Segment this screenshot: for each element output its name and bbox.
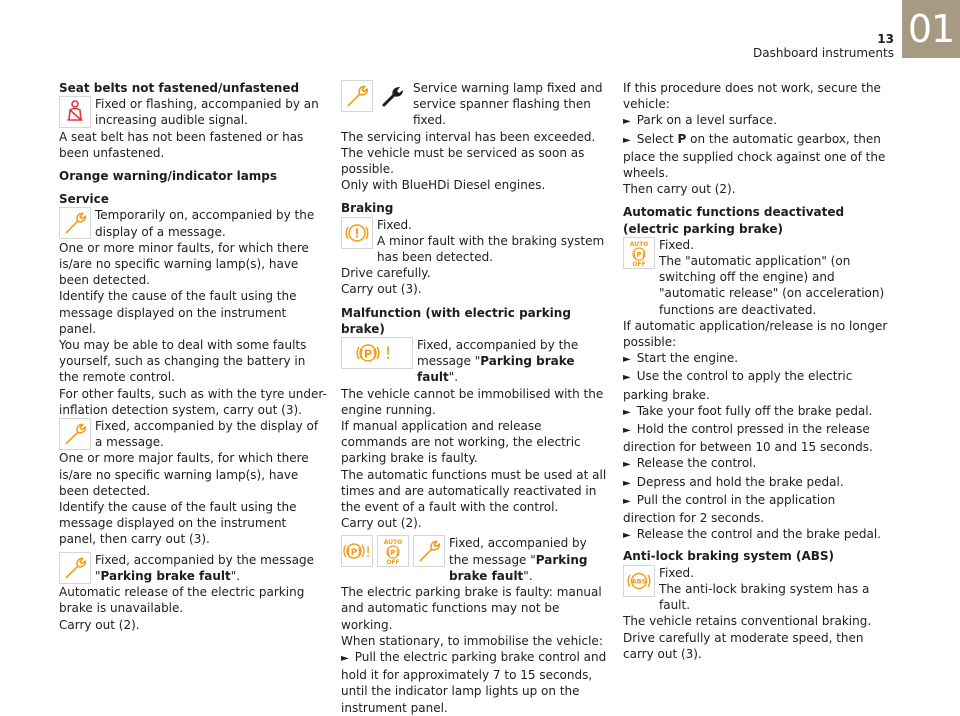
text-line: Fixed.	[659, 565, 694, 580]
seatbelt-heading: Seat belts not fastened/unfastened	[59, 81, 300, 95]
service2-body-line: One or more major faults, for which there is/are no specific warning lamp(s), have been detected.	[59, 451, 309, 498]
service-spanner-icon	[413, 535, 445, 567]
service1-body-line: One or more minor faults, for which there is/are no specific warning lamp(s), have been detected.	[59, 240, 309, 288]
service1-icon-block	[59, 207, 327, 239]
p-letter: (P)	[633, 250, 645, 259]
malfunction-heading: Malfunction (with electric parking brake)	[341, 305, 571, 336]
maintenance-spanner-icon	[377, 80, 409, 112]
page-number: 13	[877, 32, 894, 46]
auto-icon-block	[623, 237, 891, 318]
bullet-item: ► Pull the electric parking brake control and hold it for approximately 7 to 15 seconds, until the indicator lamp lights up on the instrument panel.	[341, 649, 609, 716]
text-line: The anti-lock braking system has a fault.	[659, 581, 870, 613]
service-spanner-icon	[59, 418, 91, 450]
service-heading: Service	[59, 192, 109, 207]
braking-body-line: Carry out (3).	[341, 282, 422, 297]
seatbelt-icon-text: Fixed or flashing, accompanied by an increasing audible signal.	[95, 97, 319, 128]
abs-heading: Anti-lock braking system (ABS)	[623, 549, 835, 564]
text-part: ".	[523, 568, 533, 583]
text-part: ".	[448, 370, 459, 385]
intro-text: If this procedure does not work, secure the vehicle:	[623, 81, 881, 112]
service4-body-line: Only with BlueHDi Diesel engines.	[341, 178, 546, 193]
malfunction-body-line: The automatic functions must be used at all times and are automatically reactivated in the event of a fault with the control.	[341, 467, 607, 515]
text-line: Fixed.	[377, 217, 412, 232]
service4-icon-block	[341, 80, 609, 129]
p-letter: (P)	[387, 549, 399, 558]
malfunction-icon-block	[341, 337, 609, 386]
then-text: Then carry out (2).	[623, 182, 736, 197]
chapter-title: Dashboard instruments	[753, 46, 894, 60]
icon-group	[341, 80, 409, 112]
service1-icon-text: Temporarily on, accompanied by the display of a message.	[95, 208, 315, 239]
service1-body-line: Identify the cause of the fault using the message displayed on the instrument panel.	[59, 289, 297, 336]
text-part: on the automatic gearbox, then place the supplied chock against one of the wheels.	[623, 131, 886, 181]
text-part: ".	[230, 568, 241, 583]
bullet-item: ► Take your foot fully off the brake pedal.	[623, 403, 891, 421]
abs-icon-text	[655, 565, 891, 614]
auto-off-icon	[623, 237, 655, 269]
bullet-item: ► Release the control and the brake pedal.	[623, 526, 891, 544]
text-part: Fixed, accompanied by the message "	[95, 552, 314, 583]
bullet-item: ► Release the control.	[623, 455, 891, 473]
seatbelt-body: A seat belt has not been fastened or has been unfastened.	[59, 129, 304, 160]
excl-mark: !	[384, 344, 392, 365]
malfunction-icon-text	[413, 337, 609, 386]
service3-body-line: Automatic release of the electric parking brake is unavailable.	[59, 585, 305, 616]
p-letter: (P)	[346, 548, 362, 559]
brake-warning-icon	[341, 217, 373, 249]
service2-icon-block	[59, 418, 327, 450]
parking-brake-fault-icon	[341, 337, 413, 369]
service1-body-line: You may be able to deal with some faults yourself, such as changing the battery in the remote control.	[59, 338, 307, 385]
excl-mark: !	[365, 545, 371, 562]
service-spanner-icon	[59, 552, 91, 584]
seatbelt-icon	[59, 96, 91, 128]
off-text: OFF	[632, 260, 646, 268]
parking-brake-fault-icon	[341, 535, 373, 567]
auto-off-icon	[377, 535, 409, 567]
malfunction-body-line: Carry out (2).	[341, 516, 422, 531]
gear-letter: P	[677, 131, 687, 146]
service-spanner-icon	[59, 207, 91, 239]
icon-group	[341, 535, 445, 567]
malfunction-body-line: The vehicle cannot be immobilised with the engine running.	[341, 386, 604, 417]
abs-text: ABS	[631, 577, 647, 586]
bullet-item: ► Use the control to apply the electric parking brake.	[623, 368, 891, 402]
chapter-number: 01	[902, 0, 960, 58]
bullet-item: ► Hold the control pressed in the release direction for between 10 and 15 seconds.	[623, 421, 891, 455]
column-3	[623, 80, 891, 662]
column-1	[59, 80, 327, 633]
abs-icon	[623, 565, 655, 597]
service4-body-line: The vehicle must be serviced as soon as possible.	[341, 145, 585, 177]
abs-body-line: The vehicle retains conventional braking.	[623, 614, 872, 629]
service-spanner-icon	[341, 80, 373, 112]
bullet-item: ► Start the engine.	[623, 350, 891, 368]
bullet-item	[623, 131, 891, 182]
service4-icon-text: Service warning lamp fixed and service spanner flashing then fixed.	[413, 81, 603, 128]
text-part: Fixed, accompanied by the message "	[417, 338, 579, 369]
service3-body-line: Carry out (2).	[59, 617, 140, 632]
malfunction2-body-line: When stationary, to immobilise the vehicle:	[341, 633, 603, 648]
message-text: Parking brake fault	[449, 552, 588, 583]
service1-body-line: For other faults, such as with the tyre under-inflation detection system, carry out (3).	[59, 386, 327, 417]
abs-icon-block	[623, 565, 891, 614]
text-line: Fixed.	[659, 237, 694, 252]
braking-icon-text	[373, 217, 609, 266]
auto-text: AUTO	[383, 539, 403, 547]
braking-heading: Braking	[341, 201, 394, 216]
off-text: OFF	[386, 559, 400, 567]
auto-heading: Automatic functions deactivated (electric parking brake)	[623, 205, 845, 236]
message-text: Parking brake fault	[417, 354, 575, 385]
service3-icon-block	[59, 552, 327, 584]
bullet-item: ► Park on a level surface.	[623, 112, 891, 130]
column-2	[341, 80, 609, 716]
text-part: Select	[636, 131, 678, 146]
braking-body-line: Drive carefully.	[341, 266, 431, 281]
bullet-item: ► Depress and hold the brake pedal.	[623, 474, 891, 492]
service2-icon-text: Fixed, accompanied by the display of a message.	[95, 419, 319, 450]
malfunction2-body-line: The electric parking brake is faulty: manual and automatic functions may not be working.	[341, 585, 602, 632]
message-text: Parking brake fault	[100, 568, 231, 583]
text-line: The "automatic application" (on switching off the engine) and "automatic release" (on acceleration) functions are deactivated.	[659, 254, 885, 317]
auto-text: AUTO	[629, 240, 649, 248]
p-letter: (P)	[358, 347, 378, 361]
malfunction-body-line: If manual application and release commands are not working, the electric parking brake is faulty.	[341, 419, 581, 466]
service4-body-line: The servicing interval has been exceeded.	[341, 129, 596, 144]
auto-body: If automatic application/release is no longer possible:	[623, 318, 888, 350]
orange-heading: Orange warning/indicator lamps	[59, 169, 278, 184]
bullet-item: ► Pull the control in the application direction for 2 seconds.	[623, 492, 891, 526]
seatbelt-icon-block	[59, 96, 327, 128]
malfunction2-icon-block	[341, 535, 609, 584]
auto-icon-text	[655, 237, 891, 318]
text-line: A minor fault with the braking system has been detected.	[377, 233, 605, 265]
page-header	[0, 0, 960, 58]
text-part: Fixed, accompanied by the message "	[449, 536, 587, 567]
abs-body-line: Drive carefully at moderate speed, then carry out (3).	[623, 630, 864, 661]
service3-icon-text	[91, 552, 327, 584]
service2-body-line: Identify the cause of the fault using the message displayed on the instrument panel, then carry out (3).	[59, 500, 297, 547]
excl-mark: !	[354, 226, 360, 241]
braking-icon-block	[341, 217, 609, 266]
malfunction2-icon-text	[449, 535, 609, 584]
